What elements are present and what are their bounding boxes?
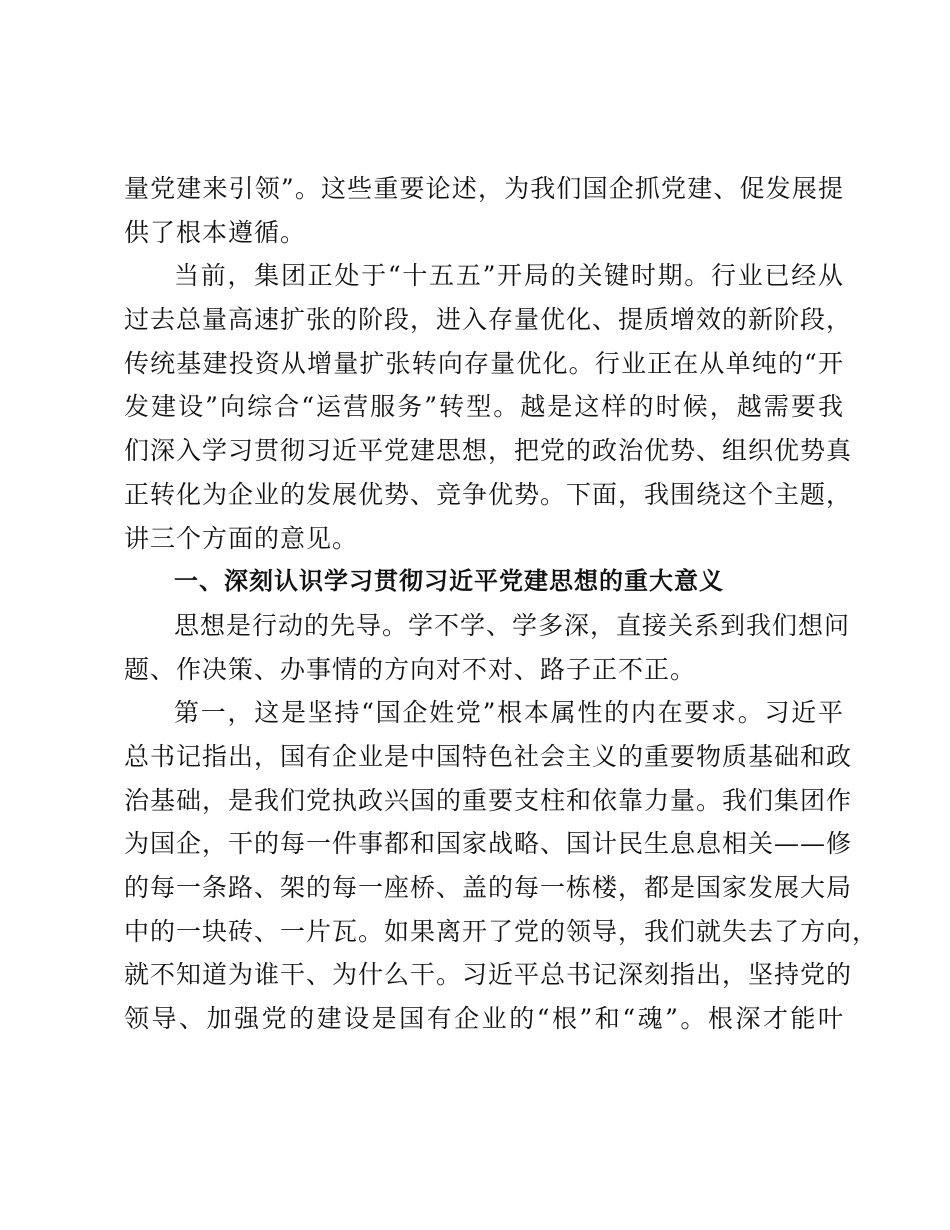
text-line: 就不知道为谁干、为什么干。习近平总书记深刻指出，坚持党的 — [124, 960, 853, 990]
text-line: 题、作决策、办事情的方向对不对、路子正不正。 — [124, 654, 697, 684]
text-line: 供了根本遵循。 — [124, 217, 307, 247]
text-line: 的每一条路、架的每一座桥、盖的每一栋楼，都是国家发展大局 — [124, 873, 853, 902]
text-line: 传统基建投资从增量扩张转向存量优化。行业正在从单纯的“开 — [124, 348, 844, 378]
text-line: 过去总量高速扩张的阶段，进入存量优化、提质增效的新阶段， — [124, 305, 853, 335]
text-line: 领导、加强党的建设是国有企业的“根”和“魂”。根深才能叶 — [124, 1004, 844, 1034]
text-line: 第一，这是坚持“国企姓党”根本属性的内在要求。习近平 — [174, 698, 844, 728]
text-line: 为国企，干的每一件事都和国家战略、国计民生息息相关——修 — [124, 829, 853, 859]
text-line: 当前，集团正处于“十五五”开局的关键时期。行业已经从 — [174, 261, 844, 291]
text-line: 量党建来引领”。这些重要论述，为我们国企抓党建、促发展提 — [124, 174, 844, 203]
text-line: 正转化为企业的发展优势、竞争优势。下面，我围绕这个主题， — [124, 479, 853, 509]
text-line: 发建设”向综合“运营服务”转型。越是这样的时候，越需要我 — [124, 392, 844, 422]
text-line: 中的一块砖、一片瓦。如果离开了党的领导，我们就失去了方向， — [124, 916, 879, 946]
text-line: 思想是行动的先导。学不学、学多深，直接关系到我们想问 — [174, 610, 851, 640]
text-line: 总书记指出，国有企业是中国特色社会主义的重要物质基础和政 — [124, 741, 853, 771]
section-heading: 一、深刻认识学习贯彻习近平党建思想的重大意义 — [174, 567, 724, 596]
document-body — [124, 167, 879, 1041]
text-line: 治基础，是我们党执政兴国的重要支柱和依靠力量。我们集团作 — [124, 785, 853, 815]
text-line: 们深入学习贯彻习近平党建思想，把党的政治优势、组织优势真 — [124, 436, 853, 466]
text-line: 讲三个方面的意见。 — [124, 523, 359, 553]
